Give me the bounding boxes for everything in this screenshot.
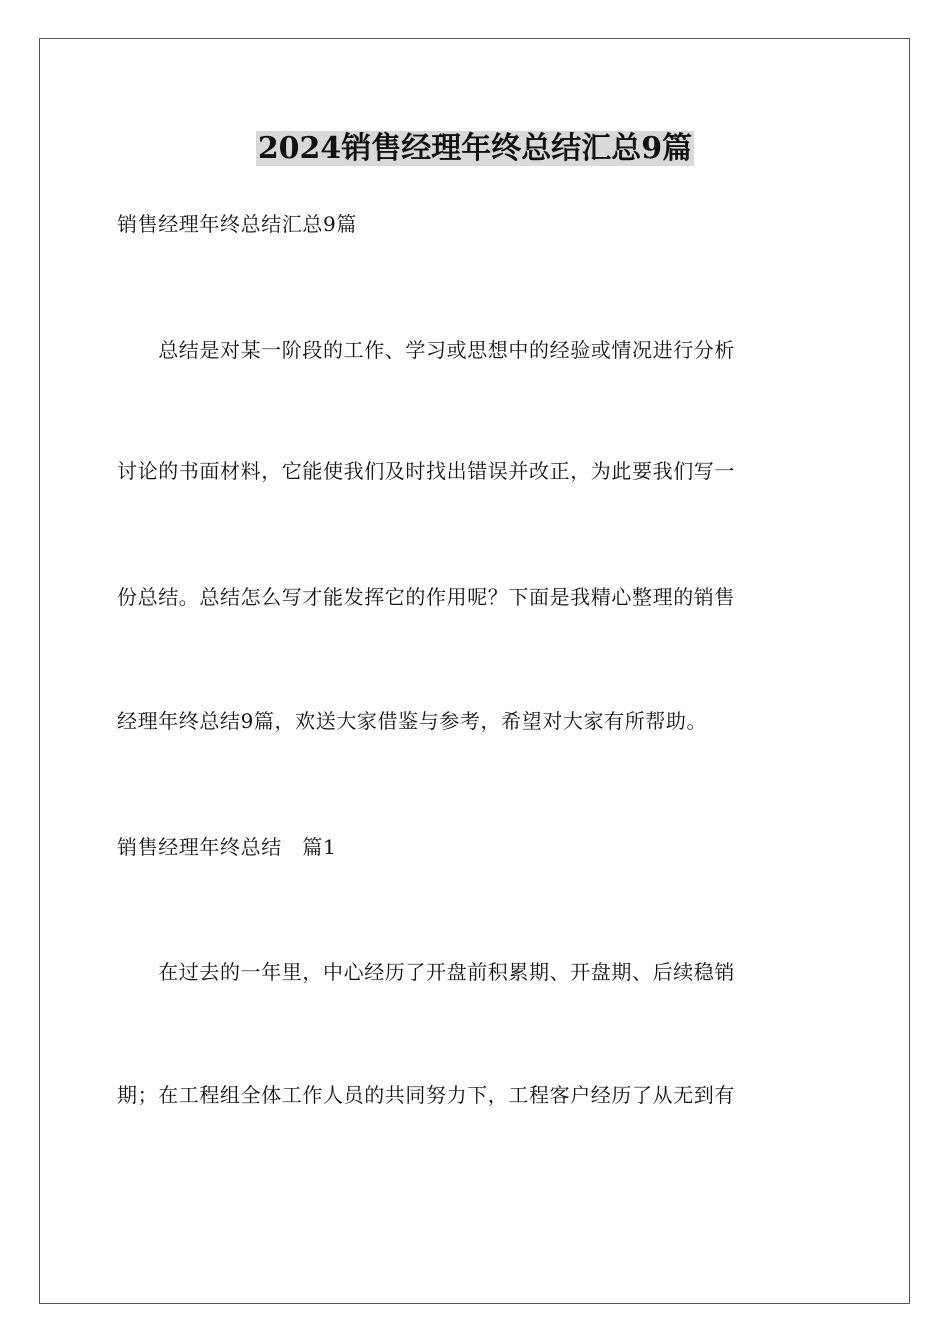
document-subtitle: 销售经理年终总结汇总9篇 — [117, 212, 357, 236]
intro-line-4: 经理年终总结9篇，欢送大家借鉴与参考，希望对大家有所帮助。 — [117, 709, 708, 733]
section-line-2: 期；在工程组全体工作人员的共同努力下，工程客户经历了从无到有 — [117, 1083, 735, 1107]
intro-line-2: 讨论的书面材料，它能使我们及时找出错误并改正，为此要我们写一 — [117, 459, 735, 483]
section-heading: 销售经理年终总结 篇1 — [117, 835, 337, 859]
document-title — [0, 125, 950, 173]
intro-line-3: 份总结。总结怎么写才能发挥它的作用呢？下面是我精心整理的销售 — [117, 585, 735, 609]
section-line-1: 在过去的一年里，中心经历了开盘前积累期、开盘期、后续稳销 — [117, 960, 735, 984]
document-title-text: 2024销售经理年终总结汇总9篇 — [257, 131, 693, 166]
intro-line-1: 总结是对某一阶段的工作、学习或思想中的经验或情况进行分析 — [117, 338, 735, 362]
